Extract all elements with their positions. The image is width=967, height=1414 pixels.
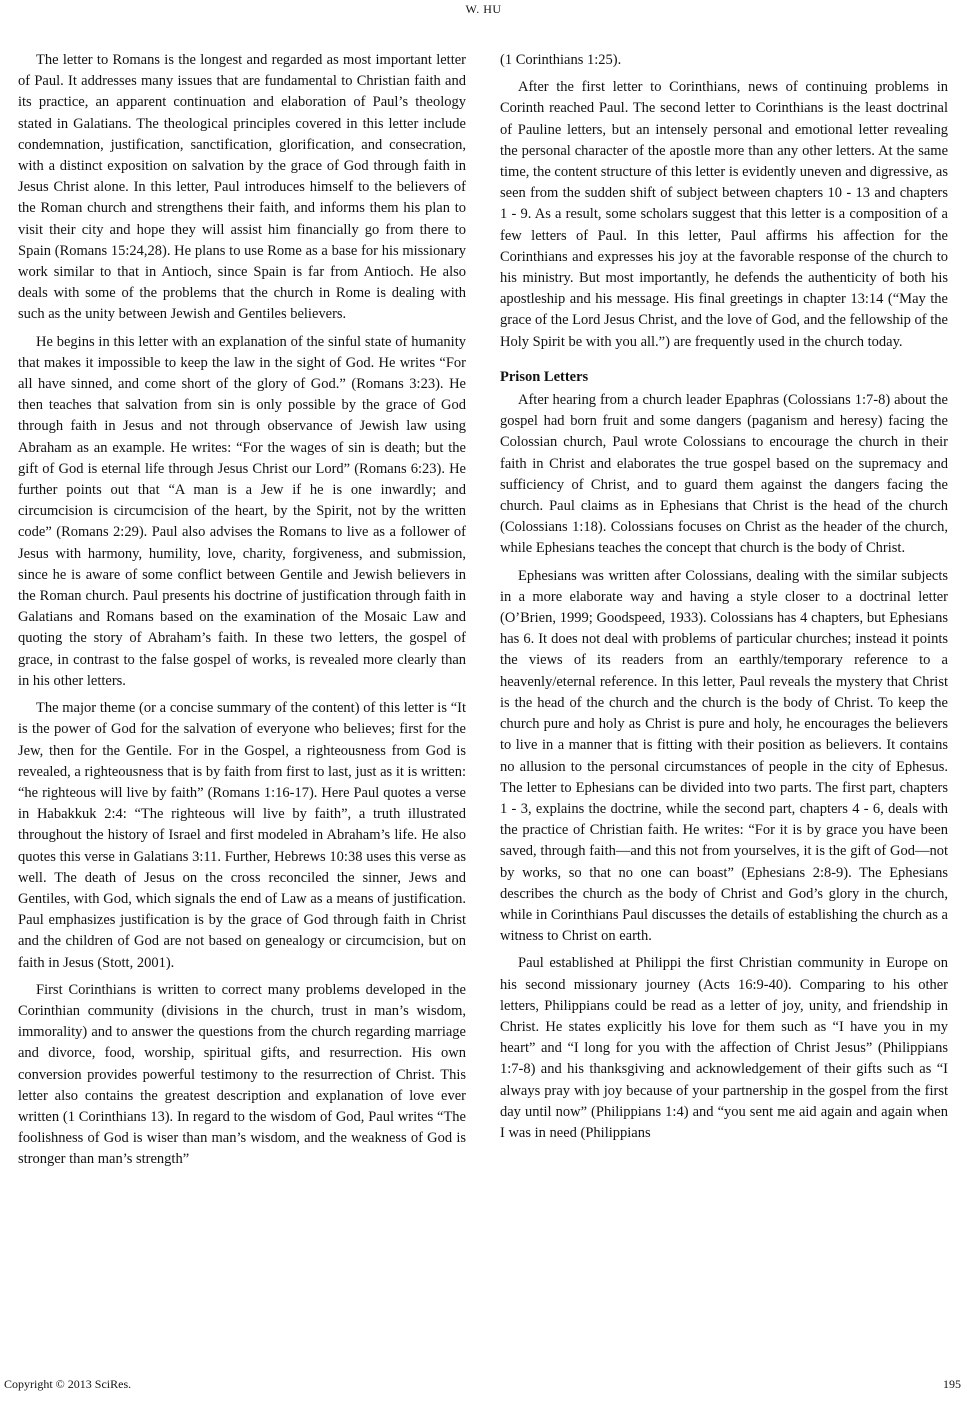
paragraph-romans-intro: The letter to Romans is the longest and regarded as most important letter of Paul. It addresses many issues that are fundamental to Christian faith and its practice, an apparent continuation and elaboration of Paul’s theology stated in Galatians. The theological principles covered in this letter include condemnation, justification, sanctification, glorification, and consecration, with a distinct exposition on salvation by the grace of God through faith in Jesus Christ alone. In this letter, Paul introduces himself to the believers of the Roman church and strengthens their faith, and informs them his plan to visit their city and hope they will assist him financially go from there to Spain (Romans 15:24,28). He plans to use Rome as a base for his missionary work similar to that in Antioch, since Spain is far from Antioch. He also deals with some of the problems that the church in Rome is dealing with such as the unity between Jewish and Gentiles believers.: [18, 52, 466, 323]
page-number: 195: [943, 1377, 961, 1391]
paragraph-ephesians: Ephesians was written after Colossians, dealing with the similar subjects in a more elaborate way and having a style closer to a doctrinal letter (O’Brien, 1999; Goodspeed, 1933). Colossians has 4 chapters, but Ephesians has 6. It does not deal with problems of particular churches; instead it points the views of its readers from an earthly/temporary reference to a heavenly/eternal reference. In this letter, Paul reveals the mystery that Christ is the head of the church and the church is the body of Christ. To keep the church pure and holy as Christ is pure and holy, he encourages the believers to live in a manner that is fitting with their position as believers. It contains no allusion to the personal circumstances of people in the city of Ephesus. The letter to Ephesians can be divided into two parts. The first part, chapters 1 - 3, explains the doctrine, while the second part, chapters 4 - 6, deals with the practice of Christian faith. He writes: “For it is by grace you have been saved, through faith—and this not from yourselves, it is the gift of God—not by works, so that no one can boast” (Ephesians 2:8-9). The Ephesians describes the church as the body of Christ and God’s glory in the church, while in Corinthians Paul discusses the details of establishing the church as a witness to Christ on earth.: [500, 567, 948, 945]
paragraph-philippians: Paul established at Philippi the first Christian community in Europe on his second missionary journey (Acts 16:9-40). Comparing to his other letters, Philippians could be read as a letter of joy, unity, and friendship in Christ. He states explicitly his love for them such as “I have you in my heart” and “I long for you with the affection of Christ Jesus” (Philippians 1:7-8) and his thanksgiving and acknowledgement of their gifts such as “I always pray with joy because of your partnership in the gospel from the first day until now” (Philippians 1:4) and “you sent me aid again and again when I was in need (Philippians: [500, 955, 948, 1141]
left-column: [18, 50, 466, 1177]
paragraph-romans-theme: The major theme (or a concise summary of the content) of this letter is “It is the power of God for the salvation of everyone who believes; first for the Jew, then for the Gentile. For in the Gospel, a righteousness from God is revealed, a righteousness that is by faith from first to last, just as it is written: “he righteous will live by faith” (Romans 1:16-17). Here Paul quotes a verse in Habakkuk 2:4: “The righteous will live by faith”, a truth illustrated throughout the history of Israel and first modeled in Abraham’s life. He also quotes this verse in Galatians 3:11. Further, Hebrews 10:38 uses this verse as well. The death of Jesus on the cross reconciled the sinner, Jews and Gentiles, with God, which signals the end of Law as a means of justification. Paul emphasizes justification is by the grace of God through faith in Christ and the children of God are not based on genealogy or circumcision, but on faith in Jesus (Stott, 2001).: [18, 700, 466, 971]
page-footer: [0, 1374, 967, 1394]
right-column: [500, 50, 948, 1150]
paragraph-second-corinthians: After the first letter to Corinthians, news of continuing problems in Corinth reached Paul. The second letter to Corinthians is the least doctrinal of Pauline letters, but an intensely personal and emotional letter revealing the personal character of the apostle more than any other letters. At the same time, the content structure of this letter is evidently uneven and digressive, as seen from the sudden shift of subject between chapters 10 - 13 and chapters 1 - 9. As a result, some scholars suggest that this letter is a composition of a few letters of Paul. In this letter, Paul affirms his affection for the Corinthians and expresses his joy at the favorable response of the church to his ministry. But most importantly, he defends the authenticity of both his apostleship and his message. His final greetings in chapter 13:14 (“May the grace of the Lord Jesus Christ, and the love of God, and the fellowship of the Holy Spirit be with you all.”) are frequently used in the church today.: [500, 79, 948, 350]
running-header: [0, 0, 967, 18]
paragraph-colossians: After hearing from a church leader Epaphras (Colossians 1:7-8) about the gospel had born fruit and some dangers (paganism and heresy) facing the Colossian church, Paul wrote Colossians to encourage the church in their faith in Christ and elaborates the true gospel based on the supremacy and sufficiency of Christ, and to guard them against the dangers facing the church. Paul claims as in Ephesians that Christ is the head of the church (Colossians 1:18). Colossians focuses on Christ as the header of the church, while Ephesians teaches the concept that church is the body of Christ.: [500, 392, 948, 557]
paragraph-romans-sin: He begins in this letter with an explanation of the sinful state of humanity that makes it impossible to keep the law in the sight of God. He writes “For all have sinned, and come short of the glory of God.” (Romans 3:23). He then teaches that salvation from sin is only possible by the grace of God through faith in Jesus and not through observance of Jewish law using Abraham as an example. He writes: “For the wages of sin is death; but the gift of God is eternal life through Jesus Christ our Lord” (Romans 6:23). He further points out that “A man is a Jew if he is one inwardly; and circumcision is circumcision of the heart, by the Spirit, not by the written code” (Romans 2:29). Paul also advises the Romans to live as a follower of Jesus with harmony, humility, love, charity, forgiveness, and submission, since he is aware of some conflict between Gentile and Jewish believers in the Roman church. Paul presents his doctrine of justification through faith in Galatians and Romans based on the examination of the Mosaic Law and quoting the story of Abraham’s faith. In these two letters, the gospel of grace, in contrast to the false gospel of works, is revealed more clearly than in his other letters.: [18, 333, 466, 689]
paragraph-first-corinthians: First Corinthians is written to correct many problems developed in the Corinthian community (divisions in the church, trust in man’s wisdom, immorality) and to answer the questions from the church regarding marriage and divorce, food, worship, spiritual gifts, and resurrection. His own conversion provides powerful testimony to the resurrection of Christ. This letter also contains the greatest description and explanation of love ever written (1 Corinthians 13). In regard to the wisdom of God, Paul writes “The foolishness of God is wiser than man’s wisdom, and the weakness of God is stronger than man’s strength”: [18, 981, 466, 1168]
running-title: W. HU: [465, 2, 502, 16]
copyright-notice: Copyright © 2013 SciRes.: [4, 1377, 132, 1391]
paragraph-continuation: (1 Corinthians 1:25).: [500, 52, 622, 68]
section-heading: Prison Letters: [500, 368, 589, 385]
